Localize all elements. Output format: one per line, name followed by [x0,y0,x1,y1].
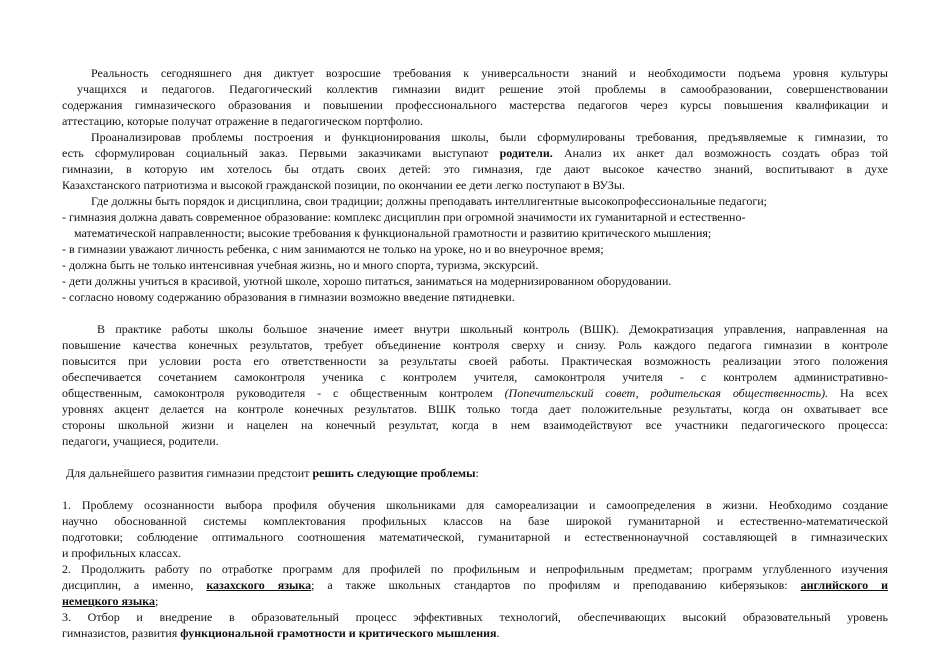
text-line: повышение качества конечных результатов, требует объединение контроля сверху и снизу. Роль каждого педагога гимназии в контроле [62,338,888,352]
text-fragment: ; а также школьных стандартов по профилям и преподаванию киберязыков: [311,578,788,592]
text-line: содержания гимназического образования и повышении профессионального мастерства педагогов через курсы повышения квалификации и [62,98,888,112]
text-fragment: дисциплин, а именно, [62,578,194,592]
italic-fragment: (Попечительский совет, родительская общественность). [504,386,829,400]
text-line: стороны школьной жизни и нацелен на конечный результат, когда в нем взаимодействуют все участники педагогического процесса: [62,418,888,432]
text-fragment: общественным, самоконтроля руководителя - с общественным контролем [62,386,493,400]
german-language-underlined: немецкого языка [62,594,155,608]
text-fragment: . [496,626,500,640]
text-fragment: ; [154,594,159,608]
text-line: повысится при условии роста его ответственности за результаты своей работы. Практическая возможность реализации этого положения [62,354,888,368]
list-item: 2. Продолжить работу по отработке программ для профилей по профильным и непрофильным предметам; программ углубленного изучения [62,562,888,576]
paragraph-intro [62,65,888,129]
text-line: и профильных классах. [62,546,182,560]
text-fragment: есть сформулирован социальный заказ. Первыми заказчиками выступают [62,146,489,160]
text-line: педагоги, учащиеся, родители. [62,434,219,448]
list-item: - согласно новому содержанию образования в гимназии возможно введение пятидневки. [62,290,515,304]
text-line: аттестацию, которые получат отражение в педагогическом портфолио. [62,114,424,128]
text-line: обеспечивается сочетанием самоконтроля ученика с контролем учителя, самоконтроля учителя - с контролем административно- [62,370,888,384]
text-fragment: Анализ их анкет дал возможность создать образ той [564,146,889,160]
text-line [62,593,888,609]
list-item: - должна быть не только интенсивная учебная жизнь, но и много спорта, туризма, экскурсий. [62,258,539,272]
bold-fragment: решить следующие проблемы [312,466,476,480]
parents-bold: родители. [499,146,553,160]
paragraph-problems-heading [62,465,888,481]
text-line: научно обоснованной системы комплектования профильных классов на базе широкой гуманитарной и естественно-математической [62,514,888,528]
list-item: 1. Проблему осознанности выбора профиля обучения школьниками для самореализации и самоопределения в жизни. Необходимо создание [62,498,888,512]
bold-fragment: функциональной грамотности и критического мышления [180,626,497,640]
text-line: В практике работы школы большое значение имеет внутри школьный контроль (ВШК). Демократизация управления, направленная на [97,322,888,336]
kazakh-language-underlined: казахского языка [206,578,312,592]
text-line: математической направленности; высокие требования к функциональной грамотности и развитию критического мышления; [74,226,712,240]
text-line [62,145,888,161]
spacer [62,481,888,497]
text-line: Проанализировав проблемы построения и функционирования школы, были сформулированы требования, предъявляемые к гимназии, то [91,130,888,144]
text-line: уровнях акцент делается на контроле конечных результатов. ВШК только тогда дает положительные результаты, когда он охватывает все [62,402,888,416]
text-line: Казахстанского патриотизма и высокой гражданской позиции, по окончании ее дети легко поступают в ВУЗы. [62,178,625,192]
text-line [62,385,888,401]
list-item: - дети должны учиться в красивой, уютной школе, хорошо питаться, заниматься на модернизированном оборудовании. [62,274,672,288]
text-fragment: : [475,466,479,480]
english-language-underlined: английского и [800,578,889,592]
text-line [62,625,888,641]
text-fragment: На всех [839,386,889,400]
paragraph-social-order [62,129,888,305]
text-fragment: гимназистов, развития [62,626,178,640]
document-page [62,65,888,641]
paragraph-problems-list [62,497,888,641]
paragraph-control [62,321,888,449]
text-fragment: Для дальнейшего развития гимназии предстоит [66,466,310,480]
list-item: 3. Отбор и внедрение в образовательный процесс эффективных технологий, обеспечивающих высокий образовательный уровень [62,610,888,624]
text-line [62,577,888,593]
text-line: гимназии, в которую им хотелось бы отдать своих детей: это гимназия, где дают высокое качество знаний, воспитывают в духе [62,162,888,176]
text-line: учащихся и педагогов. Педагогический коллектив гимназии видит решение этой проблемы в самообразовании, совершенствовании [77,82,888,96]
spacer [62,305,888,321]
spacer [62,449,888,465]
text-line: Реальность сегодняшнего дня диктует возросшие требования к универсальности знаний и необходимости подъема уровня культуры [91,66,888,80]
text-line [62,465,888,481]
text-line: подготовки; соблюдение оптимального соотношения математической, гуманитарной и естественнонаучной составляющей в гимназических [62,530,888,544]
text-line: Где должны быть порядок и дисциплина, свои традиции; должны преподавать интеллигентные высокопрофессиональные педагоги; [91,194,768,208]
list-item: - гимназия должна давать современное образование: комплекс дисциплин при огромной значимости их гуманитарной и естественно- [62,210,746,224]
list-item: - в гимназии уважают личность ребенка, с ним занимаются не только на уроке, но и во внеурочное время; [62,242,604,256]
